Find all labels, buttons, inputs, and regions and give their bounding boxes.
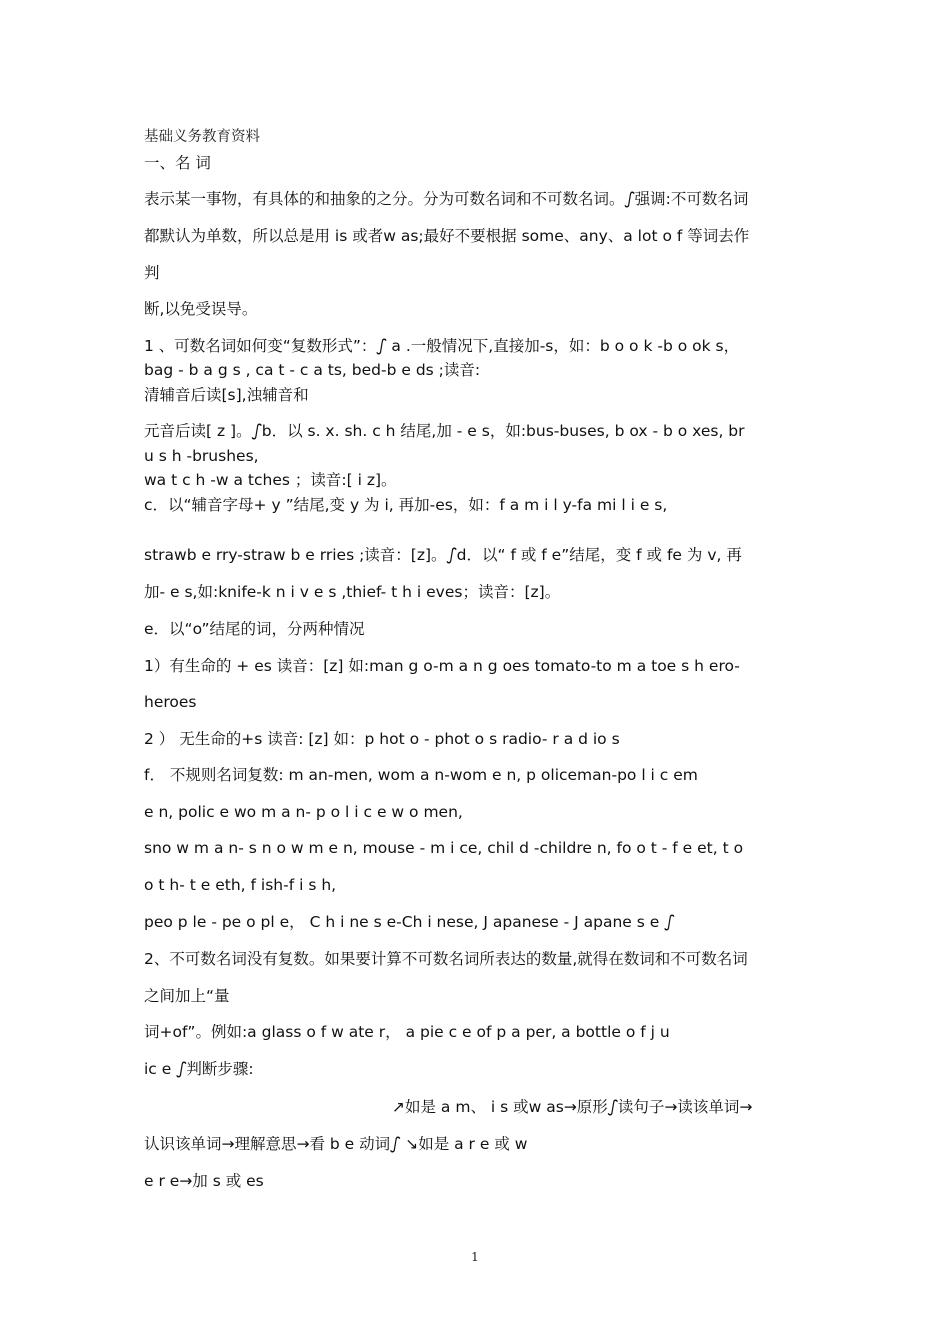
body-line: bag - b a g s , ca t - c a ts, bed-b e ds ;读音: <box>144 361 481 379</box>
body-line: 判 <box>144 264 160 282</box>
body-line: heroes <box>144 693 197 711</box>
body-line: 都默认为单数，所以总是用 is 或者w as;最好不要根据 some、any、a lot o f 等词去作 <box>144 227 750 245</box>
body-line: e．以“o”结尾的词，分两种情况 <box>144 620 365 638</box>
body-line: ↗如是 a m、 i s 或w as→原形ഽ读句子→读该单词→ <box>392 1098 753 1116</box>
body-line: 之间加上“量 <box>144 987 230 1005</box>
body-line: 认识该单词→理解意思→看 b e 动词ഽ ↘如是 a r e 或 w <box>144 1135 528 1153</box>
body-line: strawb e rry-straw b e rries ;读音：[z]。ഽd．以“ f 或 f e”结尾，变 f 或 fe 为 v, 再 <box>144 546 742 564</box>
body-line: 2 ） 无生命的+s 读音: [z] 如：p hot o - phot o s radio- r a d io s <box>144 730 620 748</box>
page-number: 1 <box>471 1250 479 1264</box>
body-line: 表示某一事物，有具体的和抽象的之分。分为可数名词和不可数名词。ഽ强调:不可数名词 <box>144 190 749 208</box>
body-line: e r e→加 s 或 es <box>144 1172 264 1190</box>
body-line: 清辅音后读[s],浊辅音和 <box>144 386 309 404</box>
body-line: 2、不可数名词没有复数。如果要计算不可数名词所表达的数量,就得在数词和不可数名词 <box>144 950 748 968</box>
body-line: e n, polic e wo m a n- p o l i c e w o men, <box>144 803 463 821</box>
body-line: sno w m a n- s n o w m e n, mouse - m i ce, chil d -childre n, fo o t - f e et, t o <box>144 839 744 857</box>
body-line: 加- e s,如:knife-k n i v e s ,thief- t h i eves；读音：[z]。 <box>144 583 561 601</box>
body-line: c．以“辅音字母+ y ”结尾,变 y 为 i, 再加-es，如：f a m i l y-fa mi l i e s, <box>144 496 668 514</box>
body-line: ic e ഽ判断步骤: <box>144 1060 254 1078</box>
body-line: 断,以免受误导。 <box>144 300 258 318</box>
body-line: peo p le - pe o pl e， C h i ne s e-Ch i nese, J apanese - J apane s e ഽ <box>144 913 675 931</box>
page-header: 基础义务教育资料 <box>144 129 260 145</box>
body-line: f． 不规则名词复数: m an-men, wom a n-wom e n, p oliceman-po l i c em <box>144 766 698 784</box>
body-line: 词+of”。例如:a glass o f w ate r， a pie c e of p a per, a bottle o f j u <box>144 1023 670 1041</box>
body-line: 1）有生命的 + es 读音：[z] 如:man g o-m a n g oes tomato-to m a toe s h ero- <box>144 657 740 675</box>
body-line: wa t c h -w a tches ；读音:[ i z]。 <box>144 471 397 489</box>
body-line: o t h- t e eth, f ish-f i s h, <box>144 876 337 894</box>
section-title: 一、名 词 <box>144 154 211 172</box>
body-line: 1 、可数名词如何变“复数形式”：ഽ a .一般情况下,直接加-s，如：b o o k -b o ok s， <box>144 337 740 355</box>
body-line: u s h -brushes, <box>144 447 259 465</box>
body-line: 元音后读[ z ]。ഽb．以 s. x. sh. c h 结尾,加 - e s，如:bus-buses, b ox - b o xes, br <box>144 422 745 440</box>
